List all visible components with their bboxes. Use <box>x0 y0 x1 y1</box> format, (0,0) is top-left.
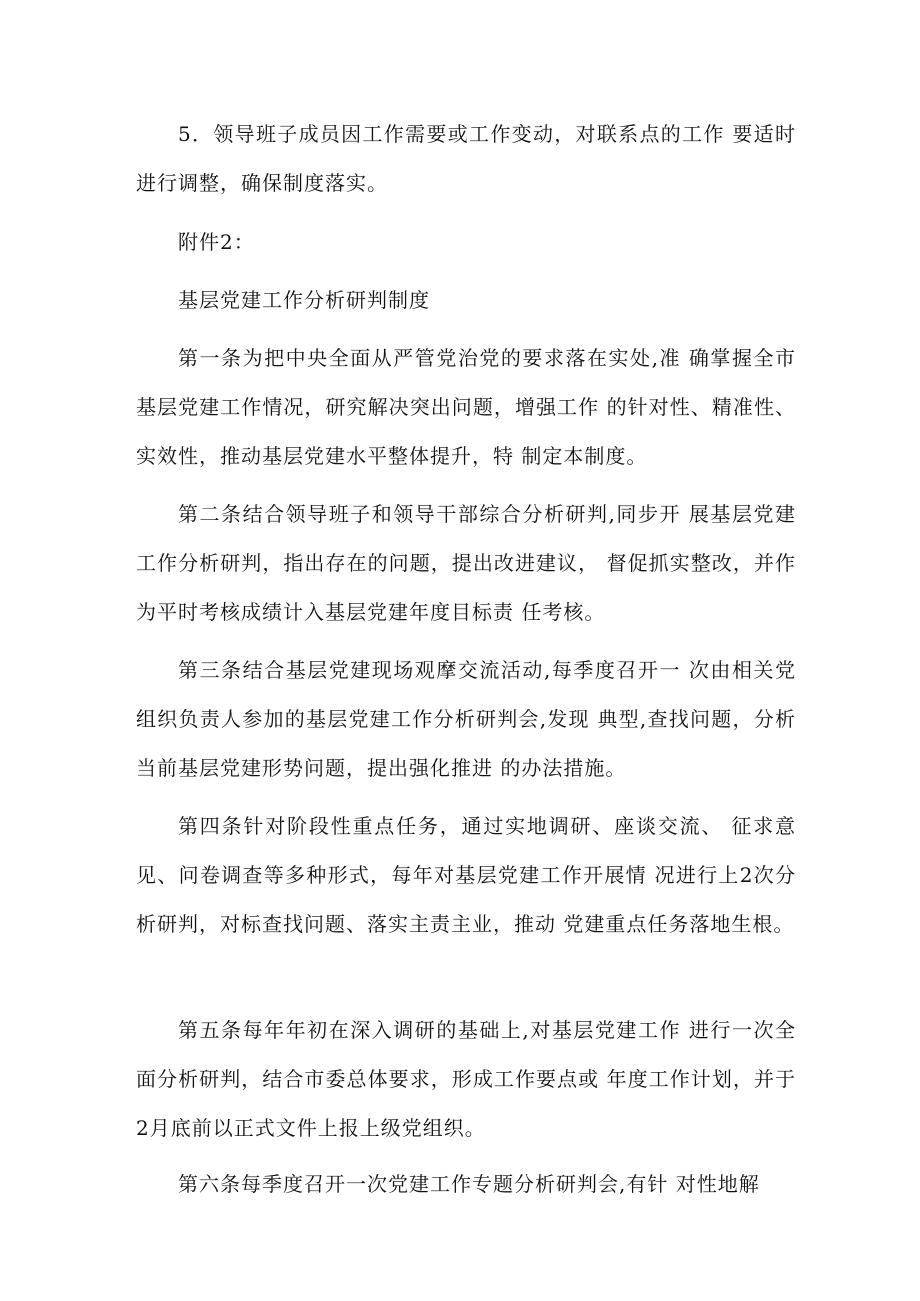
paragraph-item-5: 5．领导班子成员因工作需要或工作变动，对联系点的工作 要适时进行调整，确保制度落实。 <box>136 122 796 195</box>
document-title: 基层党建工作分析研判制度 <box>178 288 430 312</box>
article-6: 第六条每季度召开一次党建工作专题分析研判会,有针 对性地解 <box>178 1172 760 1196</box>
article-1: 第一条为把中央全面从严管党治党的要求落在实处,准 确掌握全市基层党建工作情况，研究解决突出问题，增强工作 的针对性、精准性、实效性，推动基层党建水平整体提升，特 制定本制度。 <box>136 346 796 468</box>
attachment-label: 附件2： <box>178 230 255 254</box>
article-4: 第四条针对阶段性重点任务，通过实地调研、座谈交流、 征求意见、问卷调查等多种形式，每年对基层党建工作开展情 况进行上2次分析研判，对标查找问题、落实主责主业，推动 党建重点任务落地生根。 <box>136 814 796 936</box>
article-5: 第五条每年年初在深入调研的基础上,对基层党建工作 进行一次全面分析研判，结合市委总体要求，形成工作要点或 年度工作计划，并于2月底前以正式文件上报上级党组织。 <box>136 1018 796 1140</box>
article-3: 第三条结合基层党建现场观摩交流活动,每季度召开一 次由相关党组织负责人参加的基层党建工作分析研判会,发现 典型,查找问题，分析当前基层党建形势问题，提出强化推进 的办法措施。 <box>136 658 796 780</box>
article-2: 第二条结合领导班子和领导干部综合分析研判,同步开 展基层党建工作分析研判，指出存在的问题，提出改进建议， 督促抓实整改，并作为平时考核成绩计入基层党建年度目标责 任考核。 <box>136 502 796 624</box>
